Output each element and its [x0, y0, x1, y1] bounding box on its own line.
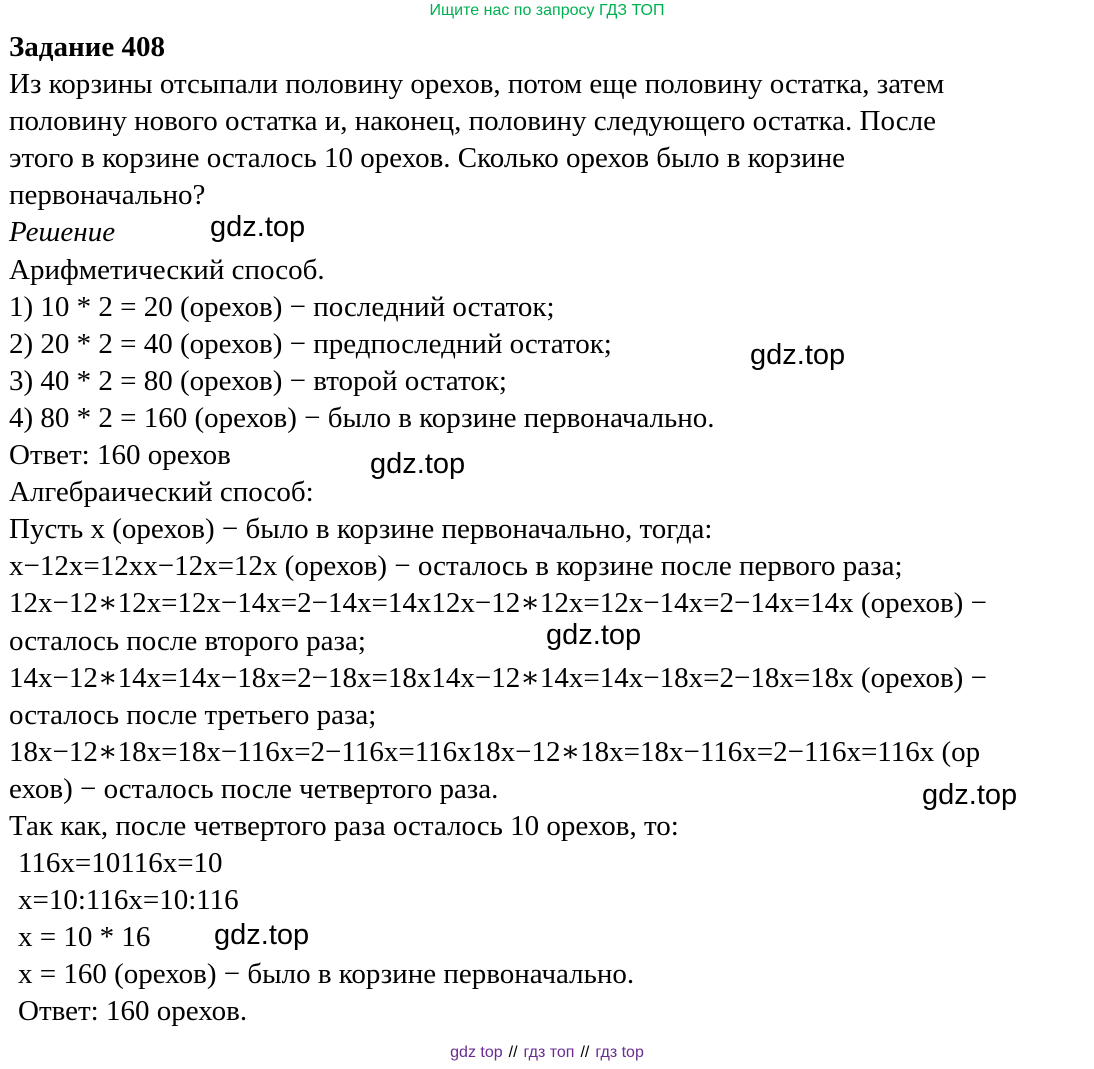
arithmetic-steps [9, 289, 1089, 437]
footer-link[interactable]: гдз топ [523, 1044, 575, 1061]
algebraic-line: Так как, после четвертого раза осталось 10 орехов, то: [9, 809, 679, 842]
footer [0, 1043, 1094, 1063]
footer-link[interactable]: gdz top [450, 1044, 503, 1061]
task-statement [9, 66, 1089, 214]
watermark: gdz.top [922, 779, 1018, 811]
algebraic-line: осталось после второго раза; [9, 624, 366, 657]
arithmetic-answer: Ответ: 160 орехов [9, 439, 231, 472]
algebraic-line: 18x−12∗18x=18x−116x=2−116x=116x18x−12∗18x=18x−116x=2−116x=116x (ор [9, 735, 981, 768]
top-banner: Ищите нас по запросу ГДЗ ТОП [429, 2, 665, 19]
equation-line: x = 10 * 16 [18, 921, 151, 954]
algebraic-method-label: Алгебраический способ: [9, 476, 314, 509]
algebraic-line: осталось после третьего раза; [9, 698, 377, 731]
footer-link[interactable]: гдз top [595, 1044, 644, 1061]
algebraic-line: ехов) − осталось после четвертого раза. [9, 772, 499, 805]
algebraic-line: 12x−12∗12x=12x−14x=2−14x=14x12x−12∗12x=12x−14x=2−14x=14x (орехов) − [9, 587, 987, 620]
solution-heading: Решение [9, 216, 116, 249]
watermark: gdz.top [546, 619, 642, 651]
statement-line: Из корзины отсыпали половину орехов, потом еще половину остатка, затем [9, 68, 945, 101]
algebraic-line: 14x−12∗14x=14x−18x=2−18x=18x14x−12∗14x=14x−18x=2−18x=18x (орехов) − [9, 661, 987, 694]
arithmetic-method-label: Арифметический способ. [9, 253, 325, 286]
equation-line: x=10:116x=10:116 [18, 884, 239, 917]
watermark: gdz.top [370, 448, 466, 480]
algebraic-answer: Ответ: 160 орехов. [18, 995, 248, 1028]
equation-line: x = 160 (орехов) − было в корзине первоначально. [18, 958, 635, 991]
algebraic-equations [9, 845, 1089, 1030]
statement-line: половину нового остатка и, наконец, половину следующего остатка. После [9, 105, 936, 138]
arithmetic-step: 1) 10 * 2 = 20 (орехов) − последний остаток; [9, 290, 555, 323]
task-title: Задание 408 [9, 31, 166, 63]
statement-line: первоначально? [9, 179, 206, 212]
statement-line: этого в корзине осталось 10 орехов. Сколько орехов было в корзине [9, 142, 846, 175]
equation-line: 116x=10116x=10 [18, 847, 223, 880]
algebraic-line: x−12x=12xx−12x=12x (орехов) − осталось в корзине после первого раза; [9, 550, 903, 583]
arithmetic-step: 4) 80 * 2 = 160 (орехов) − было в корзине первоначально. [9, 401, 715, 434]
footer-separator: // [508, 1044, 518, 1061]
watermark: gdz.top [210, 211, 306, 243]
watermark: gdz.top [750, 339, 846, 371]
watermark: gdz.top [214, 919, 310, 951]
arithmetic-step: 2) 20 * 2 = 40 (орехов) − предпоследний остаток; [9, 327, 612, 360]
footer-separator: // [580, 1044, 590, 1061]
arithmetic-step: 3) 40 * 2 = 80 (орехов) − второй остаток; [9, 364, 507, 397]
task-content [9, 29, 1089, 1031]
algebraic-line: Пусть x (орехов) − было в корзине первоначально, тогда: [9, 513, 713, 546]
